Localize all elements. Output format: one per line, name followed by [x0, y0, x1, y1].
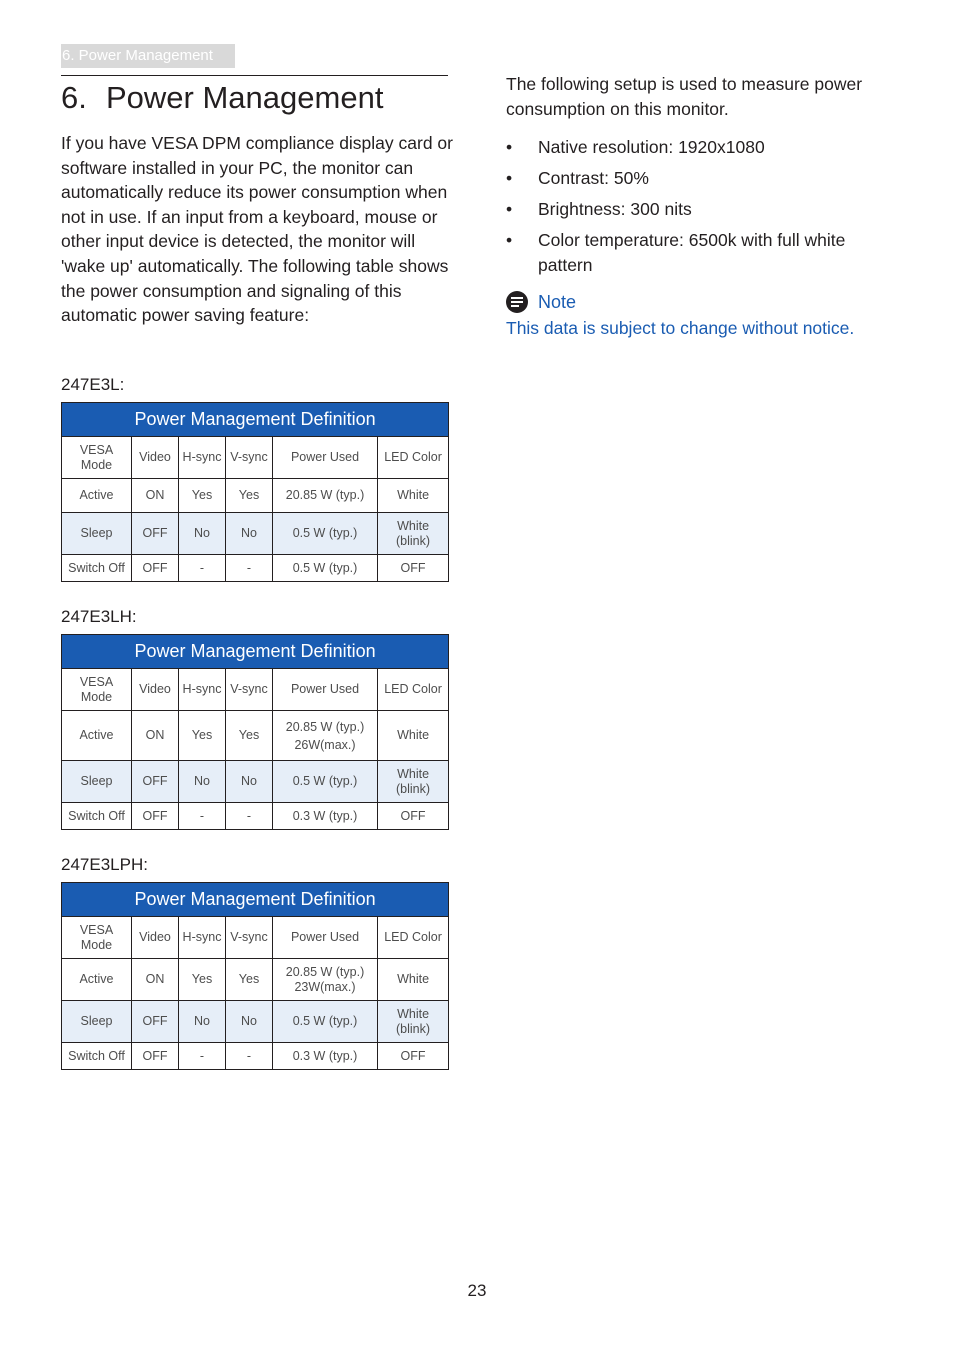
table-cell: White [378, 959, 449, 1001]
power-table-247e3lph [61, 882, 449, 1070]
column-header: LED Color [378, 917, 449, 959]
page-number: 23 [467, 1281, 487, 1300]
list-item-text: Brightness: 300 nits [538, 199, 692, 219]
column-header: Power Used [273, 917, 378, 959]
bullet: • [506, 137, 513, 157]
table-row [62, 959, 449, 1001]
table-cell: No [179, 761, 226, 803]
chapter-number: 6. [61, 80, 87, 115]
table-cell: Sleep [62, 761, 132, 803]
table-cell: Active [62, 479, 132, 513]
model-label-247e3lh: 247E3LH: [61, 607, 137, 626]
table-cell: Yes [226, 479, 273, 513]
column-header: H-sync [179, 669, 226, 711]
column-header: VESA Mode [62, 437, 132, 479]
list-item [506, 228, 896, 278]
table-row [62, 761, 449, 803]
note-heading [506, 290, 576, 314]
table-row [62, 1043, 449, 1070]
table-cell: White [378, 711, 449, 761]
table-cell: OFF [132, 761, 179, 803]
table-cell: White (blink) [378, 513, 449, 555]
table-header-row [62, 669, 449, 711]
bullet: • [506, 199, 513, 219]
table-cell: White [378, 479, 449, 513]
table-cell: - [179, 555, 226, 582]
intro-paragraph: If you have VESA DPM compliance display card or software installed in your PC, the monitor can automatically reduce its power consumption when not in use. If an input from a keyboard, mouse or other input device is detected, the monitor will 'wake up' automatically. The following table shows the power consumption and signaling of this automatic power saving feature: [61, 133, 453, 326]
note-icon [506, 291, 528, 313]
table-cell: - [179, 803, 226, 830]
table-row [62, 513, 449, 555]
table-row [62, 711, 449, 761]
note-text: This data is subject to change without notice. [506, 318, 855, 338]
table-cell: OFF [378, 803, 449, 830]
table-cell: 0.5 W (typ.) [273, 761, 378, 803]
table-cell: OFF [132, 1043, 179, 1070]
table-cell: Switch Off [62, 803, 132, 830]
note-label: Note [538, 291, 577, 312]
table-title: Power Management Definition [62, 883, 449, 917]
table-cell: 0.5 W (typ.) [273, 513, 378, 555]
bullet: • [506, 230, 513, 250]
table-cell: OFF [378, 1043, 449, 1070]
table-cell: 20.85 W (typ.) 23W(max.) [273, 959, 378, 1001]
power-table-247e3l [61, 402, 449, 582]
table-title: Power Management Definition [62, 635, 449, 669]
list-item-text: Color temperature: 6500k with full white pattern [538, 230, 846, 275]
table-cell: Yes [179, 959, 226, 1001]
column-header: Power Used [273, 437, 378, 479]
table-cell: OFF [132, 803, 179, 830]
model-label-247e3l: 247E3L: [61, 375, 125, 394]
model-label-247e3lph: 247E3LPH: [61, 855, 148, 874]
table-row [62, 479, 449, 513]
table-cell: - [226, 555, 273, 582]
list-item [506, 135, 896, 160]
table-cell: 0.5 W (typ.) [273, 1001, 378, 1043]
column-header: Power Used [273, 669, 378, 711]
column-header: V-sync [226, 669, 273, 711]
table-row [62, 555, 449, 582]
list-item [506, 197, 896, 222]
table-cell: - [226, 803, 273, 830]
table-cell: ON [132, 711, 179, 761]
table-cell: No [226, 761, 273, 803]
table-cell: Yes [226, 959, 273, 1001]
table-cell: No [226, 513, 273, 555]
table-row [62, 1001, 449, 1043]
power-table-247e3lh [61, 634, 449, 830]
table-cell: OFF [132, 1001, 179, 1043]
table-cell: White (blink) [378, 761, 449, 803]
table-cell: ON [132, 479, 179, 513]
table-cell: Sleep [62, 513, 132, 555]
table-cell: 0.3 W (typ.) [273, 1043, 378, 1070]
table-cell: Yes [179, 711, 226, 761]
section-tab: 6. Power Management [61, 44, 235, 68]
setup-intro: The following setup is used to measure power consumption on this monitor. [506, 74, 863, 119]
table-cell: Active [62, 959, 132, 1001]
list-item-text: Native resolution: 1920x1080 [538, 137, 765, 157]
table-cell: Yes [226, 711, 273, 761]
column-header: H-sync [179, 437, 226, 479]
column-header: LED Color [378, 669, 449, 711]
list-item-text: Contrast: 50% [538, 168, 649, 188]
setup-list [506, 135, 896, 284]
column-header: LED Color [378, 437, 449, 479]
table-cell: Sleep [62, 1001, 132, 1043]
table-cell: 20.85 W (typ.) 26W(max.) [273, 711, 378, 761]
table-cell: OFF [378, 555, 449, 582]
header-rule [61, 75, 448, 76]
table-cell: No [179, 513, 226, 555]
table-cell: - [226, 1043, 273, 1070]
column-header: Video [132, 669, 179, 711]
table-cell: ON [132, 959, 179, 1001]
table-cell: White (blink) [378, 1001, 449, 1043]
table-cell: Switch Off [62, 555, 132, 582]
table-row [62, 803, 449, 830]
chapter-title: Power Management [106, 80, 384, 115]
column-header: VESA Mode [62, 669, 132, 711]
column-header: H-sync [179, 917, 226, 959]
table-cell: 20.85 W (typ.) [273, 479, 378, 513]
page-title [61, 78, 383, 118]
table-header-row [62, 437, 449, 479]
table-cell: OFF [132, 513, 179, 555]
column-header: Video [132, 917, 179, 959]
bullet: • [506, 168, 513, 188]
table-cell: Switch Off [62, 1043, 132, 1070]
table-title: Power Management Definition [62, 403, 449, 437]
table-cell: No [226, 1001, 273, 1043]
column-header: Video [132, 437, 179, 479]
column-header: VESA Mode [62, 917, 132, 959]
column-header: V-sync [226, 917, 273, 959]
table-cell: OFF [132, 555, 179, 582]
table-cell: No [179, 1001, 226, 1043]
table-cell: 0.3 W (typ.) [273, 803, 378, 830]
table-cell: 0.5 W (typ.) [273, 555, 378, 582]
table-cell: - [179, 1043, 226, 1070]
list-item [506, 166, 896, 191]
table-cell: Active [62, 711, 132, 761]
table-cell: Yes [179, 479, 226, 513]
column-header: V-sync [226, 437, 273, 479]
table-header-row [62, 917, 449, 959]
